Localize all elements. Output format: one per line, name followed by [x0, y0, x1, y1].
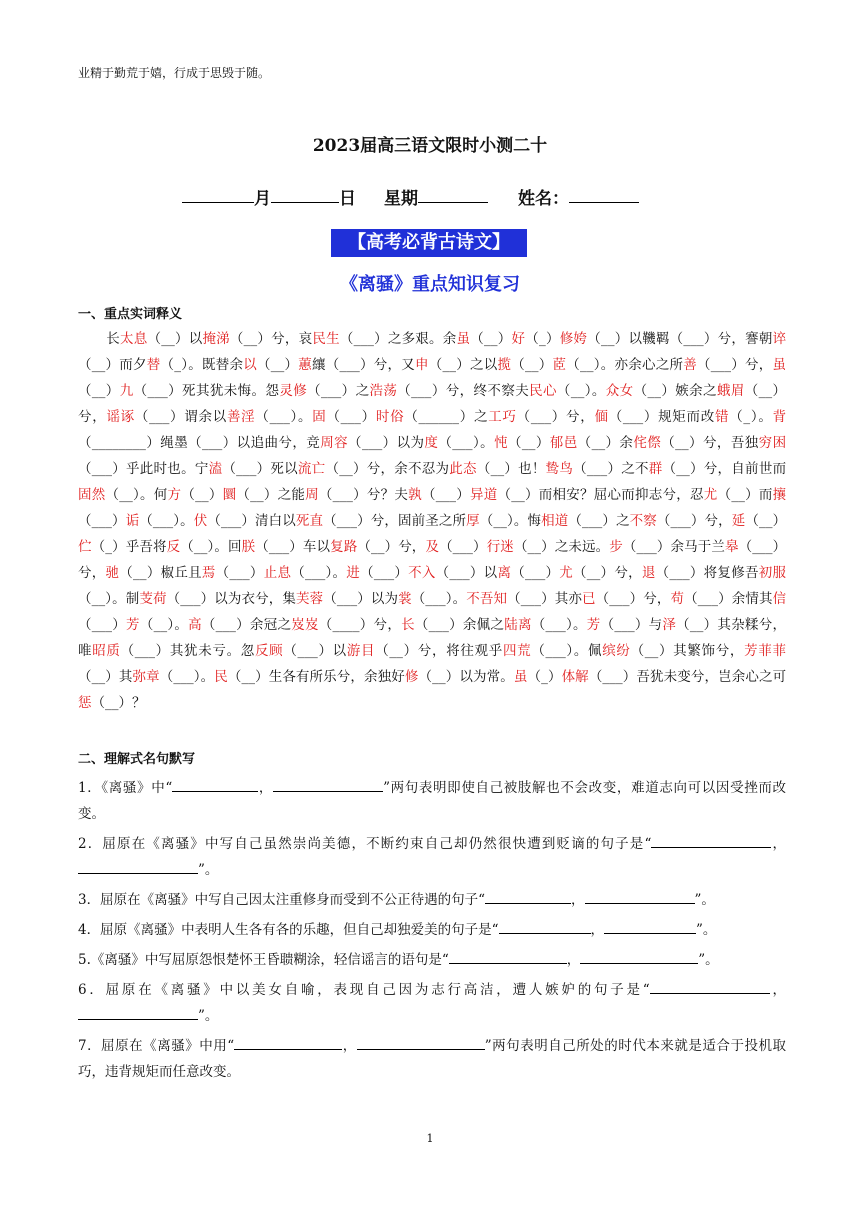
passage-text: （___）兮， [595, 591, 671, 607]
passage-text: （___）兮， [516, 409, 595, 425]
passage-text: （__）也！ [476, 461, 546, 477]
passage-text: （__）兮，吾独 [661, 435, 759, 451]
question-prompt: 6．屈原在《离骚》中以美女自喻，表现自己因为志行高洁，遭人嫉妒的句子是“ [78, 982, 650, 998]
passage [78, 326, 786, 716]
highlighted-term: 裳 [398, 591, 412, 607]
answer-blank[interactable] [78, 857, 198, 874]
passage-text: （___）之多艰。余 [339, 331, 457, 347]
passage-text: （___）将复修吾 [655, 565, 759, 581]
passage-text: （__） [470, 331, 512, 347]
day-label: 日 [339, 189, 356, 209]
highlighted-term: 揽 [497, 357, 512, 373]
passage-text: （__）以为常。 [418, 669, 514, 685]
answer-blank[interactable] [585, 887, 695, 904]
passage-text: （__）之未远。 [513, 539, 610, 555]
highlighted-term: 蕙 [298, 357, 312, 373]
question-item [78, 917, 786, 943]
separator: ， [771, 836, 786, 852]
highlighted-term: 惩 [78, 695, 92, 711]
passage-text: （___）之 [307, 383, 370, 399]
passage-text: （___）。 [255, 409, 313, 425]
passage-text: （___） [511, 565, 560, 581]
highlighted-term: 芙蓉 [295, 591, 324, 607]
highlighted-term: 众女 [605, 383, 634, 399]
passage-text: （___）兮， [78, 539, 787, 581]
answer-blank[interactable] [172, 775, 258, 792]
passage-text: （__）以鞿羁（___）兮，謇朝 [587, 331, 773, 347]
highlighted-term: 厚 [466, 513, 480, 529]
highlighted-term: 岌岌 [291, 617, 319, 633]
highlighted-term: 以 [243, 357, 257, 373]
passage-text: （__） [745, 513, 787, 529]
highlighted-term: 穷困 [758, 435, 787, 451]
question-prompt: 1．《离骚》中“ [78, 780, 173, 796]
passage-text: （___）余佩之 [414, 617, 505, 633]
passage-text: （___）与 [600, 617, 663, 633]
highlighted-term: 诟 [125, 513, 140, 529]
highlighted-term: 背 [772, 409, 787, 425]
passage-text: （__）。何 [105, 487, 168, 503]
question-item [78, 887, 786, 913]
question-item [78, 947, 786, 973]
highlighted-term: 虽 [772, 357, 786, 373]
highlighted-term: 芳菲菲 [744, 643, 786, 659]
question-prompt: 7．屈原在《离骚》中用“ [78, 1038, 235, 1054]
highlighted-term: 好 [511, 331, 526, 347]
question-prompt: 5.《离骚》中写屈原怨恨楚怀王昏聩糊涂，轻信谣言的语句是“ [78, 952, 449, 968]
highlighted-term: 申 [415, 357, 429, 373]
passage-text: （_） [527, 669, 562, 685]
separator: ， [566, 952, 581, 968]
passage-text: （__） [181, 487, 223, 503]
passage-text: 纕（___）兮，又 [312, 357, 415, 373]
passage-text: （___）兮，终不察夫 [397, 383, 530, 399]
highlighted-term: 体解 [561, 669, 589, 685]
highlighted-term: 攘 [772, 487, 787, 503]
highlighted-term: 修 [404, 669, 419, 685]
passage-text: （___）之 [568, 513, 630, 529]
highlighted-term: 固 [312, 409, 327, 425]
answer-blank[interactable] [499, 917, 591, 934]
passage-text: （__）兮，哀 [229, 331, 313, 347]
separator: ， [571, 892, 585, 908]
passage-text: （___）以为 [323, 591, 399, 607]
passage-text: （___）兮？夫 [318, 487, 409, 503]
page-title: 2023届高三语文限时小测二十 [312, 136, 548, 156]
separator: ， [769, 982, 786, 998]
answer-blank[interactable] [357, 1033, 485, 1050]
highlighted-term: 尤 [559, 565, 574, 581]
highlighted-term: 朕 [241, 539, 256, 555]
separator: ， [258, 780, 274, 796]
passage-text: （__）。 [556, 383, 606, 399]
passage-text: （__）之能 [236, 487, 306, 503]
passage-text: （__）。 [139, 617, 189, 633]
highlighted-term: 不入 [408, 565, 436, 581]
passage-text: （__）兮， [78, 383, 787, 425]
question-item [78, 831, 786, 883]
passage-text: （__）以 [147, 331, 203, 347]
highlighted-term: 方 [167, 487, 182, 503]
highlighted-term: 反顾 [255, 643, 284, 659]
passage-text: 长 [106, 331, 120, 347]
day-blank[interactable] [271, 184, 339, 203]
passage-text: （__） [257, 357, 299, 373]
passage-text: （__）其 [78, 669, 133, 685]
highlighted-term: 不吾知 [466, 591, 508, 607]
passage-text: （__）其繁饰兮， [630, 643, 745, 659]
passage-text: （___）余冠之 [201, 617, 292, 633]
passage-text: （__）。回 [180, 539, 242, 555]
highlighted-term: 延 [731, 513, 746, 529]
passage-text: （___）余情其 [684, 591, 773, 607]
section1-heading: 一、重点实词释义 [78, 307, 183, 322]
passage-text: （_） [525, 331, 560, 347]
highlighted-term: 四荒 [502, 643, 532, 659]
passage-text: （___） [326, 409, 376, 425]
highlighted-term: 不察 [629, 513, 657, 529]
passage-text: （____）兮， [318, 617, 402, 633]
highlighted-term: 长 [401, 617, 415, 633]
passage-text: （______）之 [404, 409, 489, 425]
highlighted-term: 虽 [513, 669, 528, 685]
question-suffix: ”两句表明自己所处的时代本来就是适合于投机取巧，违背规矩而任意改变。 [78, 1038, 787, 1080]
section-banner: 【高考必背古诗文】 [331, 229, 527, 257]
passage-text: （________）绳墨（___）以追曲兮，竞 [78, 435, 321, 451]
passage-text: （___）。佩 [531, 643, 603, 659]
separator: ， [342, 1038, 357, 1054]
passage-text: （__）兮， [573, 565, 642, 581]
highlighted-term: 虽 [456, 331, 471, 347]
passage-text: （___）兮，固前圣之所 [323, 513, 467, 529]
passage-text: （___）以 [435, 565, 498, 581]
highlighted-term: 信 [772, 591, 787, 607]
highlighted-term: 芳 [126, 617, 140, 633]
passage-text: （_）。既替余 [160, 357, 244, 373]
passage-text: （___）死其犹未悔。怨 [133, 383, 280, 399]
question-suffix: ”。 [696, 922, 717, 938]
answer-blank[interactable] [485, 887, 571, 904]
passage-text: （___）兮， [697, 357, 773, 373]
passage-text: （__） [508, 435, 550, 451]
passage-text: （___）吾犹未变兮，岂余心之可 [588, 669, 787, 685]
weekday-label: 星期 [384, 189, 418, 209]
passage-text: （___） [78, 513, 126, 529]
answer-blank[interactable] [650, 977, 770, 994]
highlighted-term: 周 [305, 487, 319, 503]
highlighted-term: 偭 [594, 409, 609, 425]
highlighted-term: 及 [425, 539, 440, 555]
highlighted-term: 度 [424, 435, 439, 451]
passage-text: （_）。 [729, 409, 773, 425]
highlighted-term: 替 [146, 357, 161, 373]
highlighted-term: 伫 [78, 539, 92, 555]
highlighted-term: 九 [119, 383, 134, 399]
highlighted-term: 皋 [725, 539, 739, 555]
highlighted-term: 谣诼 [106, 409, 135, 425]
passage-text: （__）兮，余不忍为 [325, 461, 450, 477]
highlighted-term: 反 [166, 539, 181, 555]
answer-blank[interactable] [449, 947, 567, 964]
highlighted-term: 泽 [662, 617, 677, 633]
passage-text: （___） [215, 565, 264, 581]
name-blank[interactable] [569, 184, 639, 203]
highlighted-term: 退 [641, 565, 656, 581]
highlighted-term: 民生 [312, 331, 340, 347]
question-suffix: ”。 [198, 862, 219, 878]
month-label: 月 [254, 189, 271, 209]
passage-text: （___）。 [531, 617, 587, 633]
passage-text: （__）之以 [428, 357, 498, 373]
highlighted-term: 止息 [263, 565, 292, 581]
highlighted-term: 灵修 [279, 383, 308, 399]
passage-text: （___） [360, 565, 409, 581]
highlighted-term: 行迷 [486, 539, 514, 555]
highlighted-term: 缤纷 [602, 643, 631, 659]
highlighted-term: 复路 [330, 539, 358, 555]
highlighted-term: 时俗 [375, 409, 405, 425]
highlighted-term: 周容 [320, 435, 349, 451]
passage-text: （__）兮，自前世而 [662, 461, 787, 477]
question-item [78, 1033, 786, 1085]
month-blank[interactable] [182, 184, 254, 203]
highlighted-term: 芳 [586, 617, 601, 633]
highlighted-term: 侘傺 [633, 435, 662, 451]
highlighted-term: 掩涕 [202, 331, 230, 347]
passage-text: （__）嫉余之 [633, 383, 717, 399]
question-item [78, 977, 786, 1029]
question-suffix: ”。 [198, 1008, 219, 1024]
highlighted-term: 死直 [295, 513, 324, 529]
passage-text: （___）谓余以 [134, 409, 227, 425]
passage-text: （__） [78, 383, 120, 399]
passage-text: （___） [421, 487, 470, 503]
answer-blank[interactable] [273, 775, 383, 792]
question-item [78, 775, 786, 827]
highlighted-term: 太息 [119, 331, 148, 347]
passage-text: （__）。悔 [479, 513, 542, 529]
passage-text: （__）。制 [78, 591, 140, 607]
passage-text: （___）乎此时也。宁 [78, 461, 209, 477]
highlighted-term: 浩荡 [369, 383, 398, 399]
highlighted-term: 善 [683, 357, 697, 373]
highlighted-term: 工巧 [488, 409, 517, 425]
passage-text: （___）。 [411, 591, 467, 607]
highlighted-term: 步 [609, 539, 623, 555]
passage-text: （__）兮，将往观乎 [375, 643, 503, 659]
page-number: 1 [426, 1132, 434, 1145]
highlighted-term: 昭质 [92, 643, 121, 659]
passage-text: （__）而 [717, 487, 773, 503]
highlighted-term: 进 [346, 565, 361, 581]
header-motto: 业精于勤荒于嬉，行成于思毁于随。 [78, 66, 271, 80]
passage-text: （___）规矩而改 [608, 409, 715, 425]
question-prompt: 3．屈原在《离骚》中写自己因太注重修身而受到不公正待遇的句子“ [78, 892, 485, 908]
highlighted-term: 民心 [529, 383, 557, 399]
subtitle: 《离骚》重点知识复习 [340, 274, 520, 295]
answer-blank[interactable] [78, 1003, 198, 1020]
passage-text: （_）乎吾将 [91, 539, 167, 555]
section2-heading: 二、理解式名句默写 [78, 752, 196, 767]
highlighted-term: 驰 [105, 565, 120, 581]
highlighted-term: 孰 [408, 487, 422, 503]
passage-text: （___） [439, 539, 487, 555]
passage-text: （__）？ [91, 695, 146, 711]
highlighted-term: 郁邑 [549, 435, 578, 451]
passage-text: （__）生各有所乐兮，余独好 [227, 669, 405, 685]
passage-text: （___）兮， [656, 513, 732, 529]
highlighted-term: 苟 [670, 591, 685, 607]
passage-text: （___）死以 [222, 461, 298, 477]
passage-text: （___）以 [283, 643, 347, 659]
passage-text: （__）余 [577, 435, 634, 451]
question-list [78, 775, 786, 1089]
highlighted-term: 固然 [78, 487, 106, 503]
highlighted-term: 已 [581, 591, 596, 607]
highlighted-term: 芰荷 [139, 591, 167, 607]
passage-text: （___）。 [159, 669, 215, 685]
weekday-blank[interactable] [418, 184, 488, 203]
passage-text: （__）而夕 [78, 357, 147, 373]
highlighted-term: 流亡 [297, 461, 326, 477]
answer-blank[interactable] [580, 947, 698, 964]
highlighted-term: 异道 [469, 487, 498, 503]
question-suffix: ”两句表明即使自己被肢解也不会改变，难道志向可以因受挫而改变。 [78, 780, 787, 822]
answer-blank[interactable] [604, 917, 696, 934]
passage-text: （___）其犹未亏。忽 [120, 643, 255, 659]
passage-text: （___）以为衣兮，集 [166, 591, 296, 607]
highlighted-term: 尤 [703, 487, 718, 503]
passage-text: （___）。 [438, 435, 495, 451]
highlighted-term: 高 [188, 617, 202, 633]
question-prompt: 2．屈原在《离骚》中写自己虽然崇尚美德，不断约束自己却仍然很快遭到贬谪的句子是“ [78, 836, 652, 852]
passage-text: （___）余马于兰 [622, 539, 725, 555]
highlighted-term: 离 [497, 565, 512, 581]
highlighted-term: 谇 [772, 331, 787, 347]
passage-text: （___）清白以 [207, 513, 296, 529]
highlighted-term: 错 [714, 409, 730, 425]
answer-blank[interactable] [651, 831, 771, 848]
passage-text: （__）。亦余心之所 [566, 357, 684, 373]
separator: ， [590, 922, 604, 938]
passage-text: （___）。 [291, 565, 347, 581]
highlighted-term: 群 [648, 461, 663, 477]
question-suffix: ”。 [698, 952, 719, 968]
highlighted-term: 修姱 [559, 331, 588, 347]
passage-text: （__）而相安？屈心而抑志兮，忍 [497, 487, 704, 503]
highlighted-term: 善淫 [226, 409, 256, 425]
passage-text: （___） [78, 617, 127, 633]
highlighted-term: 陆离 [504, 617, 532, 633]
passage-text: （___）其亦 [507, 591, 582, 607]
answer-blank[interactable] [234, 1033, 342, 1050]
highlighted-term: 相道 [541, 513, 569, 529]
highlighted-term: 溘 [208, 461, 223, 477]
passage-text: （___）之不 [573, 461, 649, 477]
passage-text: （__）椒丘且 [119, 565, 202, 581]
question-prompt: 4．屈原《离骚》中表明人生各有各的乐趣，但自己却独爱美的句子是“ [78, 922, 499, 938]
passage-text: （__）其杂糅兮，唯 [78, 617, 786, 659]
highlighted-term: 伏 [193, 513, 208, 529]
highlighted-term: 忳 [494, 435, 508, 451]
highlighted-term: 弥章 [132, 669, 160, 685]
highlighted-term: 蛾眉 [716, 383, 745, 399]
highlighted-term: 鸷鸟 [545, 461, 574, 477]
highlighted-term: 民 [214, 669, 228, 685]
passage-text: （___）车以 [255, 539, 331, 555]
highlighted-term: 初服 [758, 565, 786, 581]
passage-text: （___）以为 [348, 435, 425, 451]
highlighted-term: 此态 [449, 461, 477, 477]
passage-text: （__）兮， [357, 539, 426, 555]
highlighted-term: 焉 [201, 565, 216, 581]
highlighted-term: 圜 [222, 487, 237, 503]
name-label: 姓名： [518, 189, 569, 209]
passage-text: （__） [511, 357, 553, 373]
highlighted-term: 游目 [346, 643, 376, 659]
passage-text: （___）。 [139, 513, 194, 529]
dateline [182, 184, 639, 209]
question-suffix: ”。 [694, 892, 715, 908]
highlighted-term: 茝 [552, 357, 567, 373]
